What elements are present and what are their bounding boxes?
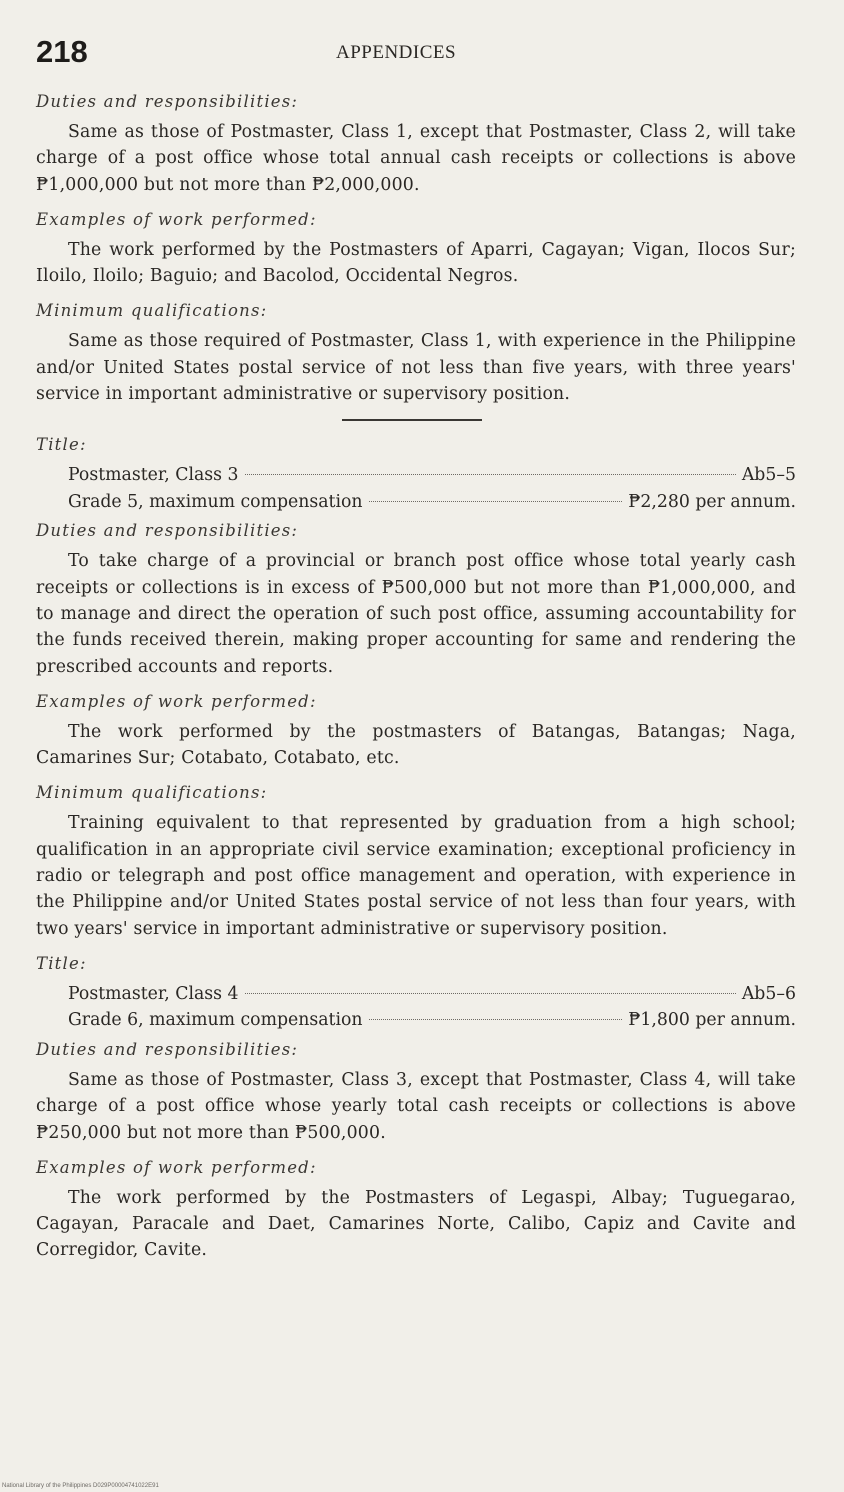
class4-title-name: Postmaster, Class 4 (68, 983, 239, 1004)
class2-qualifications-heading: Minimum qualifications: (36, 301, 268, 321)
class4-duties-text: Same as those of Postmaster, Class 3, except that Postmaster, Class 4, will take charge of a post office whose yearly total cash receipts or collections is above ₱250,000 but not more than ₱500,000. (36, 1069, 796, 1143)
class3-duties-text: To take charge of a provincial or branch post office whose total yearly cash receipts or collections is in excess of ₱500,000 but not more than ₱1,000,000, and to manage and direct the operation of such post office, assuming accountability for the funds received therein, making proper accounting for same and rendering the prescribed accounts and reports. (36, 551, 796, 677)
class3-qualifications-heading: Minimum qualifications: (36, 783, 268, 803)
class2-examples-text: The work performed by the Postmasters of Aparri, Cagayan; Vigan, Ilocos Sur; Iloilo, Iloilo; Baguio; and Bacolod, Occidental Negros. (36, 239, 796, 287)
class4-examples-text: The work performed by the Postmasters of Legaspi, Albay; Tuguegarao, Cagayan, Paracale and Daet, Camarines Norte, Calibo, Capiz and Cavite and Corregidor, Cavite. (36, 1187, 796, 1261)
section-divider (342, 419, 482, 421)
class3-title-line (36, 462, 796, 489)
dot-leader (245, 993, 736, 994)
class3-grade-value: ₱2,280 per annum. (628, 491, 796, 512)
class3-title-code: Ab5–5 (741, 465, 796, 486)
class3-duties-heading: Duties and responsibilities: (36, 521, 299, 541)
page-header (36, 34, 804, 74)
class4-grade-label: Grade 6, maximum compensation (68, 1010, 363, 1031)
class4-grade-value: ₱1,800 per annum. (628, 1010, 796, 1031)
class2-duties-heading: Duties and responsibilities: (36, 92, 299, 111)
scan-credit: National Library of the Philippines D029P00004741022E91 (2, 1483, 159, 1489)
class4-title-line (36, 981, 796, 1008)
class3-title-heading: Title: (36, 435, 87, 455)
class4-title-heading: Title: (36, 953, 87, 973)
class3-title-name: Postmaster, Class 3 (68, 465, 239, 486)
class2-duties-text: Same as those of Postmaster, Class 1, except that Postmaster, Class 2, will take charge of a post office whose total annual cash receipts or collections is above ₱1,000,000 but not more than ₱2,000,000. (36, 122, 796, 195)
class2-qualifications-text: Same as those required of Postmaster, Class 1, with experience in the Philippine and/or United States postal service of not less than five years, with three years' service in important administrative or supervisory position. (36, 331, 796, 405)
class3-grade-line (36, 489, 796, 516)
page-number: 218 (36, 34, 88, 69)
class2-examples-heading: Examples of work performed: (36, 209, 317, 229)
page-body (36, 92, 796, 1276)
dot-leader (245, 474, 736, 475)
class4-title-code: Ab5–6 (741, 983, 796, 1004)
running-head: APPENDICES (336, 42, 457, 63)
class3-grade-label: Grade 5, maximum compensation (68, 491, 363, 512)
class4-grade-line (36, 1007, 796, 1034)
class4-examples-heading: Examples of work performed: (36, 1157, 317, 1177)
dot-leader (369, 501, 623, 502)
class3-examples-heading: Examples of work performed: (36, 691, 317, 711)
class3-qualifications-text: Training equivalent to that represented by graduation from a high school; qualification in an appropriate civil service examination; exceptional proficiency in radio or telegraph and post office management and operation, with experience in the Philippine and/or United States postal service of not less than four years, with two years' service in important administrative or supervisory position. (36, 813, 796, 939)
dot-leader (369, 1019, 623, 1020)
class3-examples-text: The work performed by the postmasters of Batangas, Batangas; Naga, Camarines Sur; Cotabato, Cotabato, etc. (36, 721, 796, 769)
class4-duties-heading: Duties and responsibilities: (36, 1039, 299, 1059)
